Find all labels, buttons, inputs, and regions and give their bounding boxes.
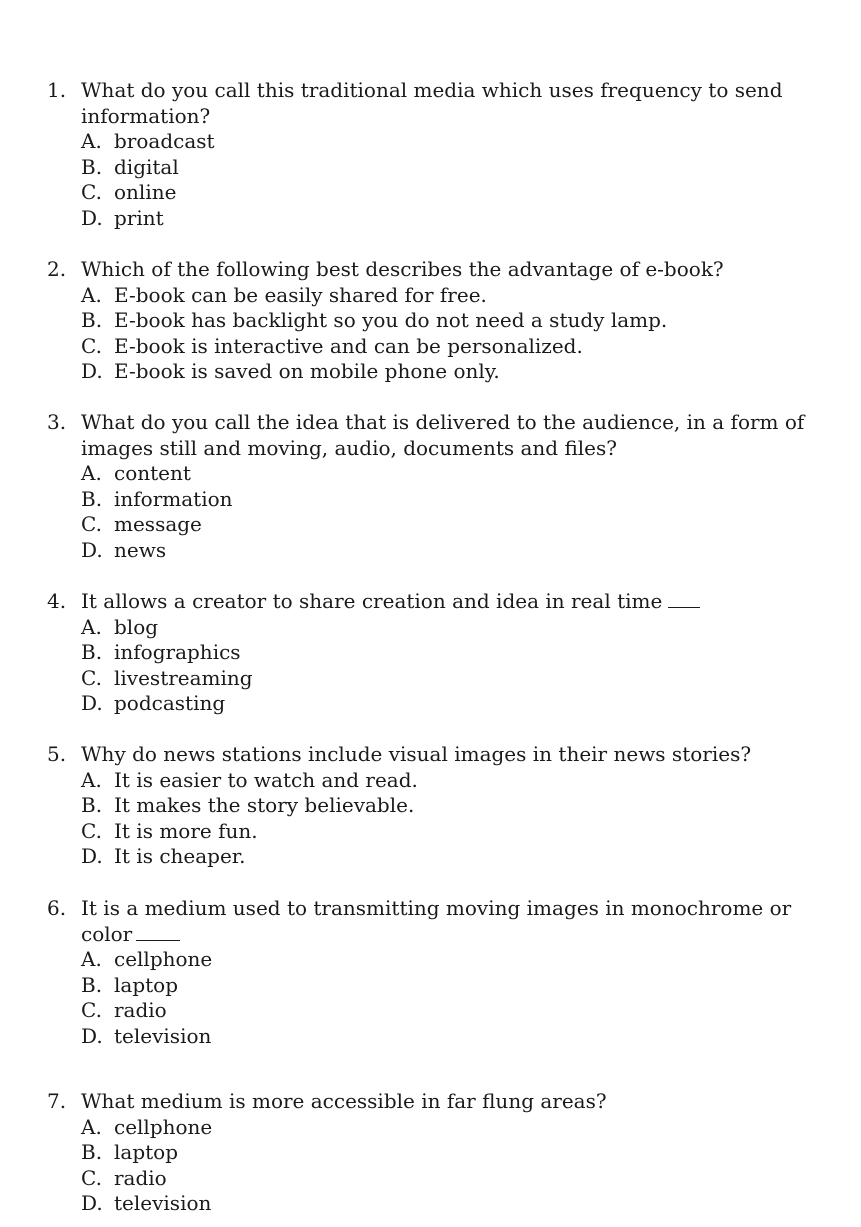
choice-text: cellphone [114, 1114, 213, 1139]
choice-c [81, 666, 837, 692]
choice-letter: D. [81, 691, 103, 715]
choice-text: It is easier to watch and read. [114, 767, 418, 792]
choice-letter: A. [81, 282, 102, 307]
choice-d [81, 1191, 837, 1217]
question-number: 3. [47, 410, 67, 434]
choice-letter: B. [81, 1140, 103, 1164]
choice-letter: D. [81, 1191, 103, 1215]
choice-list [81, 768, 837, 870]
choice-b [81, 973, 837, 999]
choice-b [81, 640, 837, 666]
choice-letter: D. [81, 205, 103, 230]
question-text-wrapper [81, 896, 837, 947]
choice-text: online [114, 180, 177, 204]
choice-letter: B. [81, 972, 103, 997]
choice-letter: B. [81, 308, 103, 332]
choice-letter: C. [81, 818, 102, 843]
choice-letter: A. [81, 461, 102, 485]
choice-list [81, 461, 837, 563]
choice-d [81, 844, 837, 870]
choice-list [81, 1115, 837, 1217]
choice-text: broadcast [114, 129, 215, 153]
choice-c [81, 1166, 837, 1192]
question-number: 6. [47, 896, 67, 920]
choice-letter: C. [81, 180, 102, 204]
question-number: 1. [47, 78, 67, 102]
choice-text: It is cheaper. [114, 844, 246, 868]
question-5 [47, 742, 837, 870]
question-number: 5. [47, 742, 67, 766]
choice-d [81, 1024, 837, 1050]
choice-a [81, 461, 837, 487]
choice-text: television [114, 1191, 212, 1215]
question-6 [47, 896, 837, 1049]
choice-letter: C. [81, 333, 102, 358]
choice-letter: A. [81, 129, 102, 153]
choice-letter: A. [81, 767, 102, 792]
choice-a [81, 1115, 837, 1141]
choice-letter: A. [81, 614, 102, 639]
choice-text: radio [114, 998, 167, 1022]
answer-blank [668, 589, 700, 608]
choice-text: livestreaming [114, 665, 253, 690]
choice-text: content [114, 461, 191, 485]
question-text: It is a medium used to transmitting moving images in monochrome or color [81, 896, 792, 946]
answer-blank [136, 922, 180, 941]
choice-letter: A. [81, 1114, 102, 1139]
choice-list [81, 283, 837, 385]
choice-b [81, 155, 837, 181]
question-2 [47, 257, 837, 385]
choice-a [81, 947, 837, 973]
choice-text: E-book is saved on mobile phone only. [114, 359, 500, 383]
question-number: 4. [47, 589, 67, 613]
choice-c [81, 819, 837, 845]
choice-letter: D. [81, 844, 103, 868]
question-text: Why do news stations include visual images in their news stories? [81, 742, 752, 766]
question-text: It allows a creator to share creation and idea in real time [81, 589, 663, 613]
choice-d [81, 206, 837, 232]
question-number: 2. [47, 257, 67, 281]
choice-letter: B. [81, 640, 103, 664]
choice-text: E-book can be easily shared for free. [114, 282, 487, 307]
question-text: What do you call this traditional media which uses frequency to send information? [81, 78, 783, 128]
choice-letter: A. [81, 947, 102, 971]
question-text: What medium is more accessible in far flung areas? [81, 1089, 607, 1113]
choice-text: cellphone [114, 947, 213, 971]
question-1 [47, 78, 837, 231]
choice-text: digital [114, 154, 179, 179]
choice-a [81, 129, 837, 155]
choice-text: laptop [114, 1140, 179, 1164]
choice-c [81, 512, 837, 538]
choice-text: podcasting [114, 691, 226, 715]
choice-d [81, 691, 837, 717]
choice-letter: C. [81, 665, 102, 690]
choice-a [81, 615, 837, 641]
question-4 [47, 589, 837, 717]
choice-text: E-book is interactive and can be personalized. [114, 333, 583, 358]
choice-list [81, 615, 837, 717]
choice-text: information [114, 486, 233, 511]
choice-b [81, 1140, 837, 1166]
choice-c [81, 180, 837, 206]
choice-c [81, 334, 837, 360]
choice-letter: B. [81, 793, 103, 817]
choice-letter: D. [81, 359, 103, 383]
choice-text: print [114, 205, 164, 230]
question-text: Which of the following best describes the advantage of e-book? [81, 257, 724, 281]
choice-letter: C. [81, 1165, 102, 1190]
choice-list [81, 129, 837, 231]
choice-a [81, 768, 837, 794]
choice-d [81, 359, 837, 385]
choice-b [81, 793, 837, 819]
choice-letter: B. [81, 154, 103, 179]
choice-letter: B. [81, 486, 103, 511]
choice-letter: D. [81, 1023, 103, 1048]
choice-text: It is more fun. [114, 818, 258, 843]
choice-a [81, 283, 837, 309]
choice-text: E-book has backlight so you do not need a study lamp. [114, 308, 668, 332]
question-number: 7. [47, 1089, 67, 1113]
choice-text: blog [114, 614, 159, 639]
choice-text: television [114, 1023, 212, 1048]
choice-letter: C. [81, 512, 102, 536]
choice-text: It makes the story believable. [114, 793, 415, 817]
choice-text: radio [114, 1165, 167, 1190]
choice-b [81, 308, 837, 334]
choice-d [81, 538, 837, 564]
choice-text: laptop [114, 972, 179, 997]
choice-letter: D. [81, 537, 103, 562]
choice-text: message [114, 512, 202, 536]
choice-b [81, 487, 837, 513]
question-7 [47, 1089, 837, 1217]
choice-c [81, 998, 837, 1024]
choice-letter: C. [81, 998, 102, 1022]
question-3 [47, 410, 837, 563]
choice-text: news [114, 537, 167, 562]
choice-text: infographics [114, 640, 241, 664]
question-text-wrapper [81, 589, 837, 615]
choice-list [81, 947, 837, 1049]
question-text: What do you call the idea that is delivered to the audience, in a form of images still and moving, audio, documents and files? [81, 410, 805, 460]
